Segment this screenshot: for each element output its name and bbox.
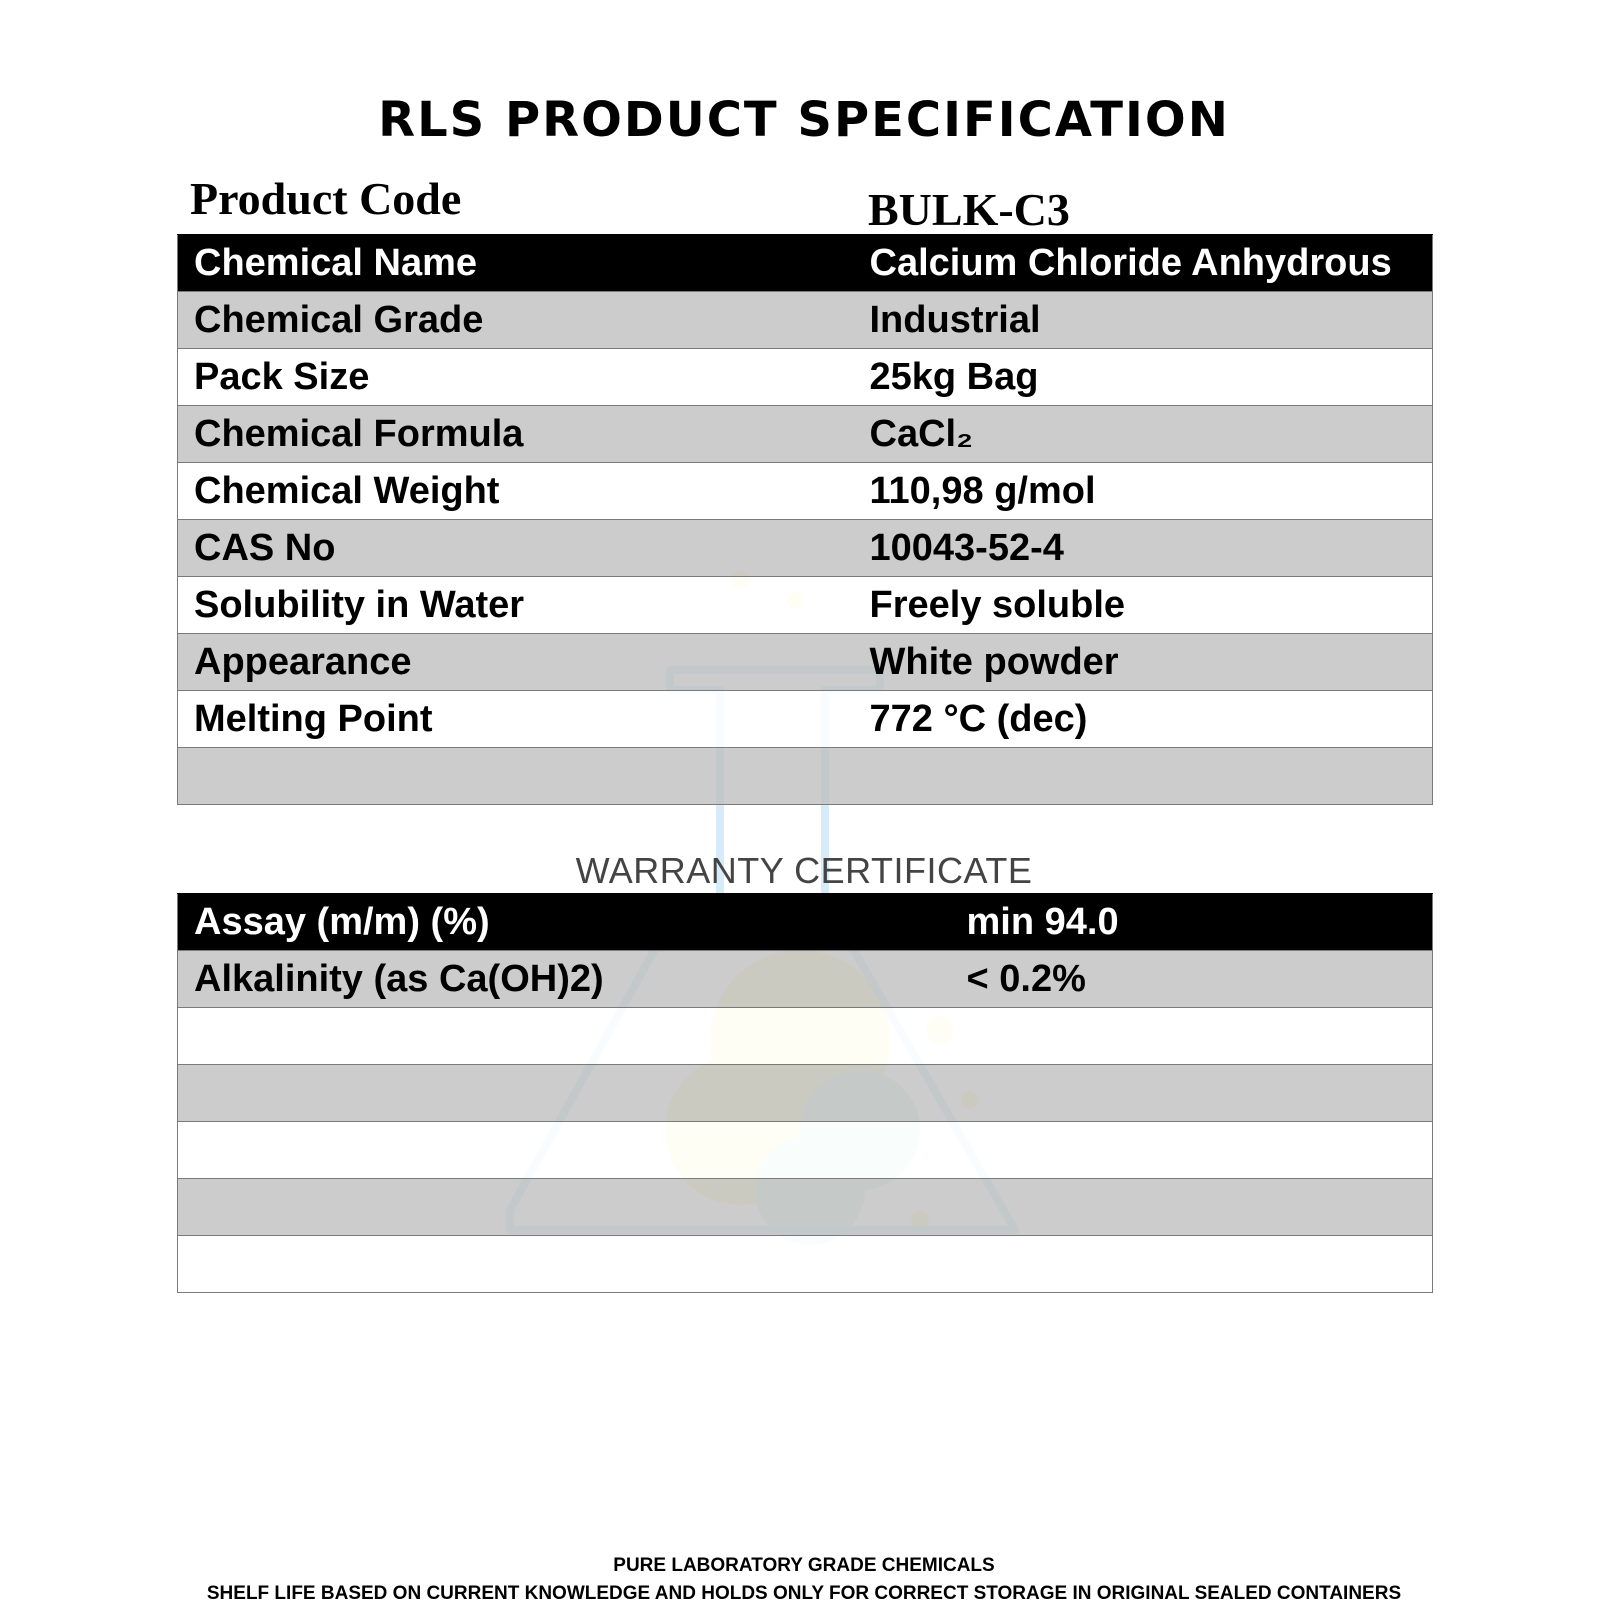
table-row — [178, 1236, 1433, 1293]
footer-line-1: PURE LABORATORY GRADE CHEMICALS — [613, 1555, 995, 1576]
spec-label: Appearance — [178, 634, 854, 691]
spec-value: Industrial — [854, 292, 1433, 349]
warranty-label — [178, 1008, 951, 1065]
warranty-label — [178, 1236, 951, 1293]
page-title: RLS PRODUCT SPECIFICATION — [378, 92, 1230, 149]
product-code-value: BULK-C3 — [868, 184, 1070, 235]
spec-label: Chemical Formula — [178, 406, 854, 463]
table-row — [178, 463, 1433, 520]
warranty-label: Assay (m/m) (%) — [178, 894, 951, 951]
spec-label: Chemical Weight — [178, 463, 854, 520]
spec-label: Solubility in Water — [178, 577, 854, 634]
table-row — [178, 1065, 1433, 1122]
table-row — [178, 520, 1433, 577]
spec-value — [854, 748, 1433, 805]
warranty-value — [951, 1179, 1433, 1236]
table-row — [178, 1008, 1433, 1065]
table-row — [178, 748, 1433, 805]
warranty-value — [951, 1008, 1433, 1065]
table-row — [178, 406, 1433, 463]
spec-value: 772 °C (dec) — [854, 691, 1433, 748]
warranty-label — [178, 1065, 951, 1122]
warranty-table — [177, 893, 1433, 1293]
spec-value: 25kg Bag — [854, 349, 1433, 406]
footer-line-2: SHELF LIFE BASED ON CURRENT KNOWLEDGE AND HOLDS ONLY FOR CORRECT STORAGE IN ORIGINAL SEALED CONTAINERS — [206, 1583, 1402, 1604]
warranty-label — [178, 1179, 951, 1236]
warranty-value — [951, 1122, 1433, 1179]
warranty-value — [951, 1236, 1433, 1293]
spec-value: Freely soluble — [854, 577, 1433, 634]
warranty-value — [951, 1065, 1433, 1122]
warranty-value: min 94.0 — [951, 894, 1433, 951]
warranty-label — [178, 1122, 951, 1179]
table-row — [178, 235, 1433, 292]
spec-value: White powder — [854, 634, 1433, 691]
spec-label: Pack Size — [178, 349, 854, 406]
spec-label: CAS No — [178, 520, 854, 577]
spec-value: Calcium Chloride Anhydrous — [854, 235, 1433, 292]
table-row — [178, 634, 1433, 691]
table-row — [178, 691, 1433, 748]
table-row — [178, 951, 1433, 1008]
table-row — [178, 292, 1433, 349]
table-row — [178, 1122, 1433, 1179]
spec-value: 110,98 g/mol — [854, 463, 1433, 520]
warranty-title: WARRANTY CERTIFICATE — [575, 850, 1033, 891]
table-row — [178, 577, 1433, 634]
product-code-label: Product Code — [190, 173, 462, 224]
spec-label — [178, 748, 854, 805]
spec-value: CaCl₂ — [854, 406, 1433, 463]
specification-table — [177, 234, 1433, 805]
table-row — [178, 894, 1433, 951]
warranty-value: < 0.2% — [951, 951, 1433, 1008]
table-row — [178, 349, 1433, 406]
warranty-label: Alkalinity (as Ca(OH)2) — [178, 951, 951, 1008]
spec-label: Chemical Grade — [178, 292, 854, 349]
table-row — [178, 1179, 1433, 1236]
spec-label: Melting Point — [178, 691, 854, 748]
spec-value: 10043-52-4 — [854, 520, 1433, 577]
spec-label: Chemical Name — [178, 235, 854, 292]
